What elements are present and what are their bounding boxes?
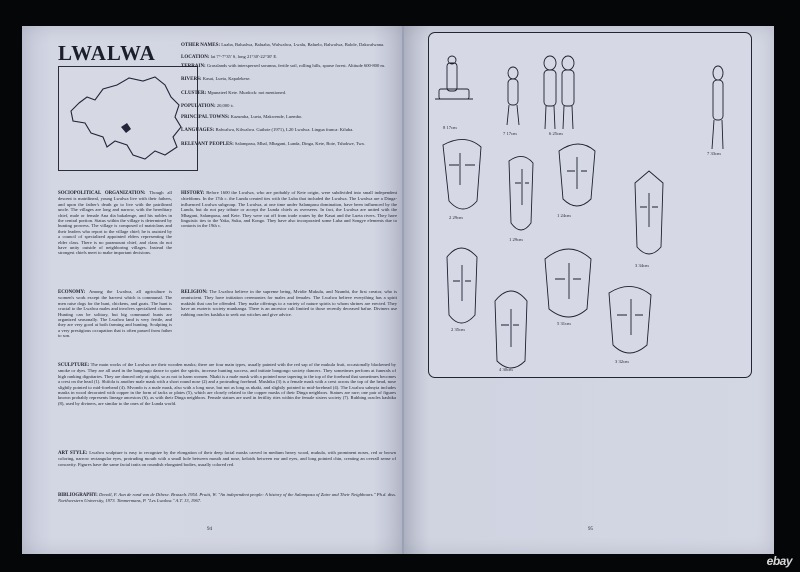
fact-cluster: CLUSTER: Mpunzieel Kete. Murdock: not mentioned.: [181, 90, 287, 96]
figure-label: 8 17cm: [443, 125, 457, 130]
fact-languages: LANGUAGES: Balwalwa, Kilwalwa. Guthrie (1971), L20 Lwalwa. Lingua franca: Kiluba.: [181, 127, 354, 133]
left-page: [22, 26, 404, 554]
figure-label: 3 34cm: [635, 263, 649, 268]
female-figure-icon: [507, 67, 519, 125]
section-religion: RELIGION: The Lwalwa believe in the supreme being, Mvidie Mukulu, and Nzambi, the first creator, who is omniscient. They have initiation ceremonies for males and females. The Lwalwa believe everything has a spirit makishi that can be offended. They make offerings to a variety of nature spirits to whom shrines are erected. They have an esoteric society munkanga. There is an ancestor cult limited to those recently deceased bafue. Diviners use rubbing oracles kashika to seek out witches and give advice.: [181, 289, 397, 317]
rubbing-oracle-icon: [435, 56, 473, 99]
standing-figure-icon: [712, 66, 723, 149]
figure-label: 2 29cm: [449, 215, 463, 220]
figure-label: 6 25cm: [549, 131, 563, 136]
fact-terrain: TERRAIN: Grasslands with interspersed savanna, fertile soil, rolling hills, sparse forest. Altitude 600-800 m.: [181, 63, 386, 69]
fact-principal-towns: PRINCIPAL TOWNS: Kazumba, Lueta, Makwende, Luembo.: [181, 114, 303, 120]
fact-other-names: OTHER NAMES: Luaba, Balualwa, Baluaba, Walwalwa, Lwalu, Baluelo, Balwalwa, Balole, Dakwalwana.: [181, 42, 385, 48]
sculpture-drawings: [429, 33, 751, 377]
fact-relevant-peoples: RELEVANT PEOPLES: Salampasu, Mbal, Mbagani, Lunda, Dinga, Kete, Bote, Tshokwe, Twa.: [181, 141, 365, 147]
sculpture-plate: [428, 32, 752, 378]
fact-population: POPULATION: 20,000 ±.: [181, 103, 235, 109]
page-number: 95: [588, 527, 593, 532]
mask-2b-icon: [447, 248, 477, 323]
section-bibliography: BIBLIOGRAPHY: Denoll, F. Aan de rand van de Dibese. Brussels 1954. Pruitt, W. "An independent people: A history of the Salampasu of Zaire and Their Neighbours." Ph.d. diss. Northwestern University, 1973. Timmermans, P. "Les Lwalwa." A.T. 13, 1967.: [58, 492, 396, 504]
mask-1b-icon: [559, 144, 595, 206]
figure-label: 5 31cm: [557, 321, 571, 326]
mask-2-icon: [443, 139, 481, 209]
section-sociopolitical: SOCIOPOLITICAL ORGANIZATION: Though all descent is matrilineal, young Lwalwa live with their fathers, and upon the father's death go to live with the patrilineal uncle. The villages are long and narrow, with the hereditary chief, male or female Ana dia bakalenge, and his nobles in the central portion. Status within the village is determined by hunting prowess. The village is composed of matriclans and their leaders who report to the village chief; he is assisted by a council of specialized appointed elders representing the elder class. There is no paramount chief, and clans do not have unity outside of neighboring villages. Instead the strongest chiefs meet to make important decisions.: [58, 190, 172, 256]
figure-label: 7 17cm: [503, 131, 517, 136]
map-outline-icon: [59, 67, 197, 170]
figure-label: 3 32cm: [615, 359, 629, 364]
map-figure: [58, 66, 198, 171]
ethnographic-facts: [181, 42, 396, 153]
mask-3-icon: [635, 171, 663, 254]
mask-4-icon: [495, 291, 527, 368]
figure-label: 1 29cm: [509, 237, 523, 242]
section-economy: ECONOMY: Among the Lwalwa, all agriculture is women's work except the harvest which is communal. The men raise dogs for the hunt, chickens, and goats. The hunt is crucial to the Lwalwa males and involves specialized charms. Hunting can be solitary, but big communal hunts are organized seasonally. The Lwalwa land is very fertile, and they are very good at both farming and hunting. Sculpting is a very prestigious occupation that is often passed from father to son.: [58, 289, 172, 339]
page-number: 94: [207, 527, 212, 532]
page-title: LWALWA: [58, 41, 156, 65]
right-page: [404, 26, 774, 554]
section-art-style: ART STYLE: Lwalwa sculpture is easy to recognize by the elongation of their deep facial masks carved in medium heavy wood, mukula, with prominent noses, red or brown coloring, narrow rectangular eyes, protruding mouth with a small hole between mouth and nose, keloids between ear and eyes, and long pointed chin, creating an overall sense of concavity. Figures have the same facial traits on roundish elongated bodies, usually colored red.: [58, 450, 396, 467]
figure-label: 2 35cm: [451, 327, 465, 332]
ebay-watermark-logo: ebay: [766, 554, 792, 568]
figure-label: 1 24cm: [557, 213, 571, 218]
mask-3b-icon: [609, 286, 651, 353]
mask-5-icon: [545, 249, 591, 317]
ancestor-pair-icon: [544, 56, 574, 129]
fact-rivers: RIVERS: Kasai, Lueta, Kapalekese.: [181, 76, 251, 82]
figure-label: 4 30cm: [499, 367, 513, 372]
section-sculpture: SCULPTURE: The main works of the Lwalwa are their wooden masks; there are four main types, usually painted with the red sap of the mukula fruit, occasionally blackened by smoke or dyes. They are all used in the bangongo dance to quiet the spirits, increase hunting success, and initiate bangongo society dancers. They sometimes perform at funerals of high ranking dignitaries. They are danced only at night, so as not to harm women. Nkaki is a male mask with a pointed nose tapering to the top of the forehead that sometimes becomes a crest on the head (1). Shifola is another male mask with a short round nose (2) and a protruding forehead. Mushika (3) is a female mask with a crest across the top of the head, nose slightly pointed to mid-forehead (4). Mvondo is a male mask, also with a long nose, but not as long as nkaki, and slightly pointed to mid-forehead (4). The Lwalwa sahnyia includes masks in wood decorated with copper in the form of tacks or plates (5), which are closely related to the copper masks of their Dinga neighbors. Statues are rare; one pair of figures known probably represents lineage ancestors (6), as with their Dinga neighbors. Female statues are used in fertility rites within the female sisters society (7). Rubbing oracles kashika (8), used by diviners, are similar to the ones of the Lunda world.: [58, 362, 396, 406]
fact-location: LOCATION: lat 7°-7°35' S, long 21°30'-22°30' E.: [181, 54, 278, 60]
section-history: HISTORY: Before 1600 the Lwalwa, who are probably of Kete origin, were subdivided into small independent chiefdoms. In the 17th c. the Lunda created ties with the Luba that included the Lwalwa. The Lwalwa are a Dinga-influenced Lwalwa subgroup. The Lwalwa, at one time under Salampasu domination, have been influenced by the Lunda, but do not pay tribute or accept the Lunda chiefs as overseers. In fact, the Lwalwa are united with the Mbagani, Salampasu, and Kete. They were cut off from trade routes by the Kasai and the Lueta rivers. They have linguistic ties to the Yaka, Suku, and Kongo. They have also incorporated some Luba and Songye elements due to contacts in the 19th c.: [181, 190, 397, 229]
figure-label: 7 33cm: [707, 151, 721, 156]
mask-1-icon: [509, 156, 533, 230]
